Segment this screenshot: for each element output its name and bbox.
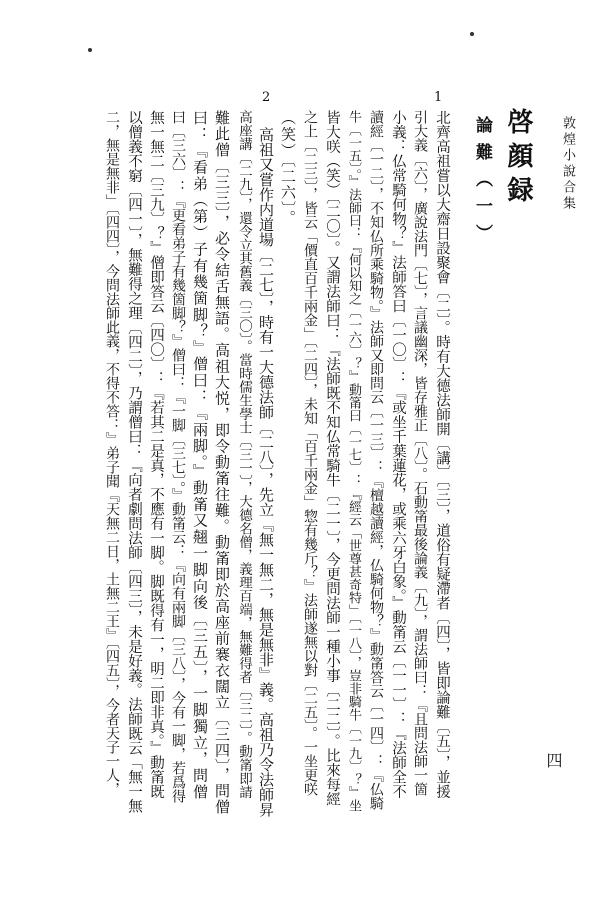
text-column: 以僧義不窮〔四一〕，無難得之理〔四二〕，乃謂僧曰：『向者劇問法師〔四三〕，未是好義。法師既云「無一無 xyxy=(126,110,142,814)
text-column: 皆大咲（笑）〔二〇〕。又謂法師曰：『法師既不知仏常騎牛〔二一〕，今更問法師一種小事〔二二〕。比來每經 xyxy=(324,110,340,806)
text-column: 高祖又嘗作内道場〔二七〕，時有一大德法師〔二八〕，先立『無一無二，無是無非』義。高祖乃令法師昇 xyxy=(257,127,275,817)
text-column: 二，無是無非」〔四四〕，今問法師此義，不得不答：』弟子聞『天無二日，土無二王』〔四五〕，今者天子一人， xyxy=(104,110,120,796)
gutter-mark xyxy=(88,48,92,52)
text-column: 高座講〔二九〕，還令立其舊義〔三〇〕。當時儒生學士〔三一〕，大德名僧，義理百端，無難得者〔三二〕。動筩即請 xyxy=(236,110,252,799)
running-head: 敦煌小說合集 xyxy=(560,116,575,212)
text-column: 難此僧〔三三〕，必令結舌無語。高祖大悦，即令動筩往難。動筩即於高座前褰衣闊立〔三四〕，問僧 xyxy=(213,110,231,815)
line-number-1: 1 xyxy=(434,90,443,105)
text-column: 之上〔二三〕，皆云「價直百千兩金」〔二四〕，未知「百千兩金」惣有幾斤？』法師遂無以對〔二五〕。一坐更咲 xyxy=(302,110,318,796)
line-number-2: 2 xyxy=(262,90,271,105)
text-column: （笑）〔二六〕。 xyxy=(279,110,297,227)
text-column: 北齊高祖嘗以大齋日設聚會〔二〕。時有大德法師開〔講〕〔三〕，道俗有疑滯者〔四〕，皆即論難〔五〕，並援 xyxy=(434,110,450,799)
gutter-mark xyxy=(470,32,474,36)
chapter-title: 啓顔録 xyxy=(503,108,533,210)
text-column: 讀經〔一二〕，不知仏所乘騎物。』法師又即問云〔一三〕：『檀越讀經，仏騎何物？』動筩答云〔一四〕：『仏騎 xyxy=(368,110,384,810)
text-column: 曰：『看弟（第）子有幾箇脚？』僧曰：『兩脚。』動筩又翹一脚向後〔三五〕，一脚獨立，問僧 xyxy=(191,110,209,801)
text-column: 無一無二〔三九〕？』僧即答云〔四〇〕：『若其二是真，不應有一脚。脚既得有一，明二即非真。』動筩既 xyxy=(148,110,164,799)
section-title: 論難（一） xyxy=(472,116,492,251)
text-column: 小義：仏常騎何物？』法師答曰〔一〇〕：『或坐千葉蓮花，或乘六牙白象。』動筩云〔一一〕：『法師全不 xyxy=(390,110,406,799)
text-column: 牛〔一五〕。』法師曰：『何以知之〔一六〕？』動筩曰〔一七〕：『經云「世尊甚奇特」〔一八〕，豈非騎牛〔一九〕？』坐 xyxy=(346,110,361,812)
text-column: 曰〔三六〕：『更看弟子有幾箇脚？』僧曰：『一脚〔三七〕。』動筩云：『向有兩脚〔三八〕，今有一脚，若爲得 xyxy=(170,110,186,803)
page-number: 四 xyxy=(544,752,563,768)
text-column: 引大義〔六〕，廣說法門〔七〕，言議幽深，皆存雅正〔八〕。石動筩最後論義〔九〕，謂法師曰：『且問法師一箇 xyxy=(412,110,428,796)
